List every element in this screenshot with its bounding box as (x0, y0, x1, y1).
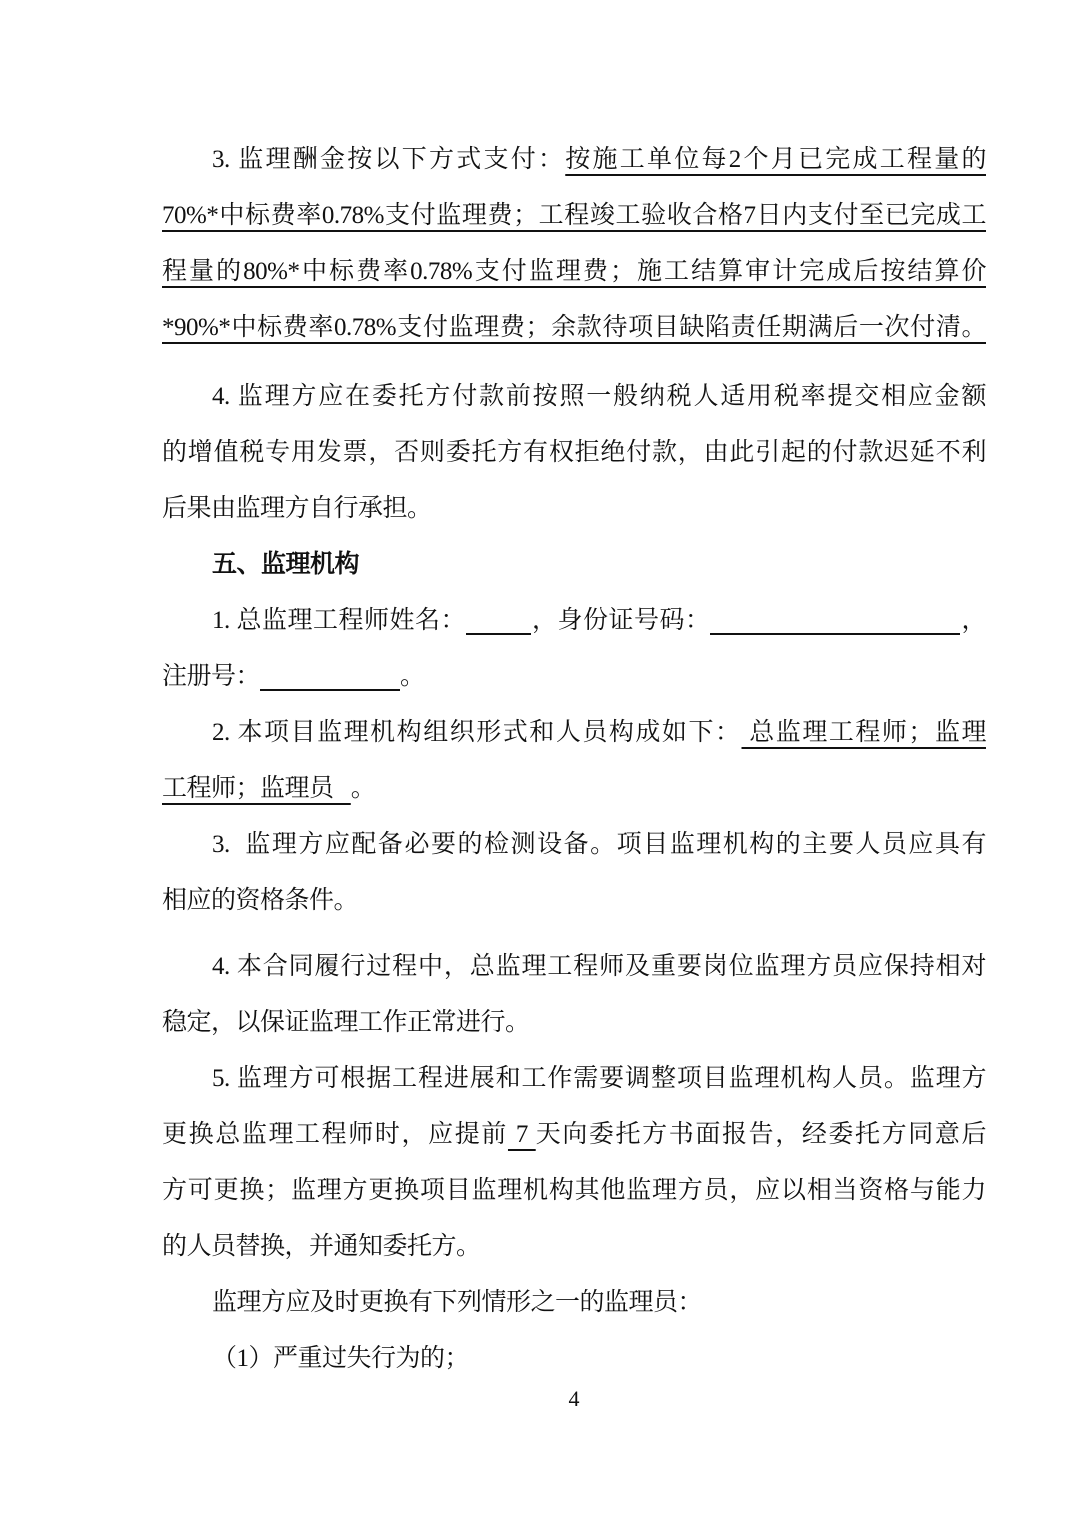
text-segment: 4. 本合同履行过程中，总监理工程师及重要岗位监理方员应保持相对 (212, 953, 986, 980)
stability-clause-line-1 (162, 939, 986, 995)
replacement-intro-line (162, 1275, 986, 1331)
blank-underline-field (260, 664, 400, 691)
text-segment: 的增值税专用发票，否则委托方有权拒绝付款，由此引起的付款迟延不利 (162, 439, 986, 466)
underlined-segment: 7 (507, 1121, 536, 1148)
underlined-segment: 工程师；监理员 (162, 775, 351, 802)
text-segment: 4. 监理方应在委托方付款前按照一般纳税人适用税率提交相应金额 (212, 383, 986, 410)
payment-terms-line-2 (162, 188, 986, 244)
blank-underline-field (710, 608, 960, 635)
text-segment: 更换总监理工程师时，应提前 (162, 1121, 508, 1148)
personnel-change-line-1 (162, 1051, 986, 1107)
underlined-segment: *90%*中标费率0.78%支付监理费；余款待项目缺陷责任期满后一次付清。 (162, 314, 986, 341)
underlined-segment: 程量的80%*中标费率0.78%支付监理费；施工结算审计完成后按结算价 (162, 258, 986, 285)
page-number: 4 (568, 1386, 580, 1411)
text-segment: 稳定，以保证监理工作正常进行。 (162, 1009, 530, 1036)
text-segment: 的人员替换，并通知委托方。 (162, 1233, 481, 1260)
text-segment: 。 (350, 775, 376, 802)
text-segment: 天向委托方书面报告，经委托方同意后 (535, 1121, 986, 1148)
text-segment: 3. 监理方应配备必要的检测设备。项目监理机构的主要人员应具有 (212, 831, 986, 858)
text-segment: ， (960, 607, 986, 634)
personnel-change-line-4 (162, 1219, 986, 1275)
equipment-clause-line-1 (162, 817, 986, 873)
text-segment: 1. 总监理工程师姓名： (212, 607, 466, 634)
text-segment: 3. 监理酬金按以下方式支付： (212, 146, 566, 173)
org-structure-line-1 (162, 705, 986, 761)
text-segment: 相应的资格条件。 (162, 887, 359, 914)
text-segment: 监理方应及时更换有下列情形之一的监理员： (212, 1289, 703, 1316)
chief-engineer-line-1 (162, 593, 986, 649)
equipment-clause-line-2 (162, 873, 986, 929)
payment-terms-line-1 (162, 132, 986, 188)
chief-engineer-line-2 (162, 649, 986, 705)
list-item-1 (162, 1331, 986, 1387)
personnel-change-line-3 (162, 1163, 986, 1219)
invoice-clause-line-3 (162, 481, 986, 537)
text-segment: 后果由监理方自行承担。 (162, 495, 432, 522)
text-segment: ，身份证号码： (530, 607, 711, 634)
payment-terms-line-3 (162, 244, 986, 300)
section-5-heading (162, 537, 986, 593)
stability-clause-line-2 (162, 995, 986, 1051)
document-body (162, 132, 986, 1387)
text-segment: 方可更换；监理方更换项目监理机构其他监理方员，应以相当资格与能力 (162, 1177, 986, 1204)
text-segment: 注册号： (162, 663, 261, 690)
payment-terms-line-4 (162, 300, 986, 356)
text-segment: 。 (400, 663, 425, 690)
invoice-clause-line-2 (162, 425, 986, 481)
text-segment: （1）严重过失行为的； (212, 1345, 470, 1372)
org-structure-line-2 (162, 761, 986, 817)
blank-underline-field (466, 608, 531, 635)
text-segment: 2. 本项目监理机构组织形式和人员构成如下： (212, 719, 742, 746)
personnel-change-line-2 (162, 1107, 986, 1163)
underlined-segment: 总监理工程师；监理 (741, 719, 986, 746)
heading-text: 五、监理机构 (212, 551, 360, 578)
text-segment: 5. 监理方可根据工程进展和工作需要调整项目监理机构人员。监理方 (212, 1065, 986, 1092)
underlined-segment: 70%*中标费率0.78%支付监理费；工程竣工验收合格7日内支付至已完成工 (162, 202, 986, 229)
underlined-segment: 按施工单位每2个月已完成工程量的 (565, 146, 986, 173)
invoice-clause-line-1 (162, 369, 986, 425)
